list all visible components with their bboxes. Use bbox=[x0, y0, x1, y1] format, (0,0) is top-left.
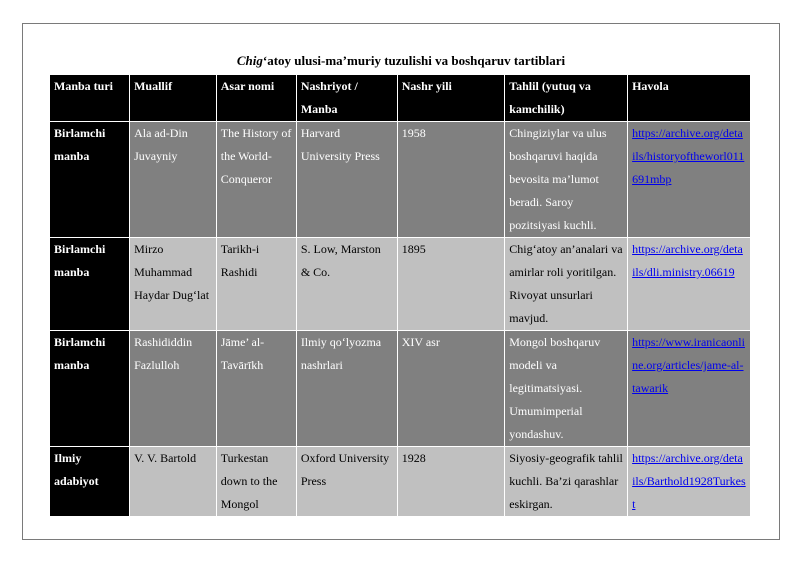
table-row bbox=[50, 238, 751, 331]
header-work: Asar nomi bbox=[216, 75, 296, 122]
table-row bbox=[50, 331, 751, 447]
link-cell bbox=[628, 447, 751, 517]
analysis-cell: Mongol boshqaruv modeli va legitimatsiyasi. Umumimperial yondashuv. bbox=[505, 331, 628, 447]
table-header-row bbox=[50, 75, 751, 122]
source-type-cell: Birlamchi manba bbox=[50, 122, 130, 238]
link-cell bbox=[628, 331, 751, 447]
link-cell bbox=[628, 238, 751, 331]
source-type-cell: Birlamchi manba bbox=[50, 238, 130, 331]
title-italic: Chig bbox=[236, 53, 263, 68]
source-link[interactable]: https://archive.org/details/Barthold1928Turkest bbox=[632, 451, 746, 511]
table-row bbox=[50, 447, 751, 517]
year-cell: 1958 bbox=[397, 122, 505, 238]
work-cell: Tarikh-i Rashidi bbox=[216, 238, 296, 331]
link-cell bbox=[628, 122, 751, 238]
header-source-type: Manba turi bbox=[50, 75, 130, 122]
table-row bbox=[50, 122, 751, 238]
publisher-cell: Oxford University Press bbox=[296, 447, 397, 517]
source-type-cell: Ilmiy adabiyot bbox=[50, 447, 130, 517]
publisher-cell: Ilmiy qo‘lyozma nashrlari bbox=[296, 331, 397, 447]
author-cell: Rashididdin Fazlulloh bbox=[130, 331, 217, 447]
analysis-cell: Siyosiy-geografik tahlil kuchli. Ba’zi qarashlar eskirgan. bbox=[505, 447, 628, 517]
year-cell: 1895 bbox=[397, 238, 505, 331]
source-link[interactable]: https://archive.org/details/historyoftheworl011691mbp bbox=[632, 126, 745, 186]
publisher-cell: S. Low, Marston & Co. bbox=[296, 238, 397, 331]
publisher-cell: Harvard University Press bbox=[296, 122, 397, 238]
source-link[interactable]: https://www.iranicaonline.org/articles/jame-al-tawarik bbox=[632, 335, 745, 395]
document-page bbox=[22, 23, 780, 540]
source-link[interactable]: https://archive.org/details/dli.ministry.06619 bbox=[632, 242, 743, 279]
header-link: Havola bbox=[628, 75, 751, 122]
header-author: Muallif bbox=[130, 75, 217, 122]
document-title bbox=[23, 53, 779, 69]
author-cell: Mirzo Muhammad Haydar Dug‘lat bbox=[130, 238, 217, 331]
sources-table bbox=[49, 74, 751, 517]
source-type-cell: Birlamchi manba bbox=[50, 331, 130, 447]
year-cell: 1928 bbox=[397, 447, 505, 517]
work-cell: The History of the World-Conqueror bbox=[216, 122, 296, 238]
header-analysis: Tahlil (yutuq va kamchilik) bbox=[505, 75, 628, 122]
analysis-cell: Chingiziylar va ulus boshqaruvi haqida bevosita ma’lumot beradi. Saroy pozitsiyasi kuchli. bbox=[505, 122, 628, 238]
title-rest: ‘atoy ulusi-ma’muriy tuzulishi va boshqaruv tartiblari bbox=[262, 53, 566, 68]
year-cell: XIV asr bbox=[397, 331, 505, 447]
work-cell: Jāme’ al-Tavārīkh bbox=[216, 331, 296, 447]
header-publisher: Nashriyot / Manba bbox=[296, 75, 397, 122]
author-cell: Ala ad-Din Juvayniy bbox=[130, 122, 217, 238]
analysis-cell: Chig‘atoy an’analari va amirlar roli yoritilgan. Rivoyat unsurlari mavjud. bbox=[505, 238, 628, 331]
header-year: Nashr yili bbox=[397, 75, 505, 122]
work-cell: Turkestan down to the Mongol bbox=[216, 447, 296, 517]
author-cell: V. V. Bartold bbox=[130, 447, 217, 517]
